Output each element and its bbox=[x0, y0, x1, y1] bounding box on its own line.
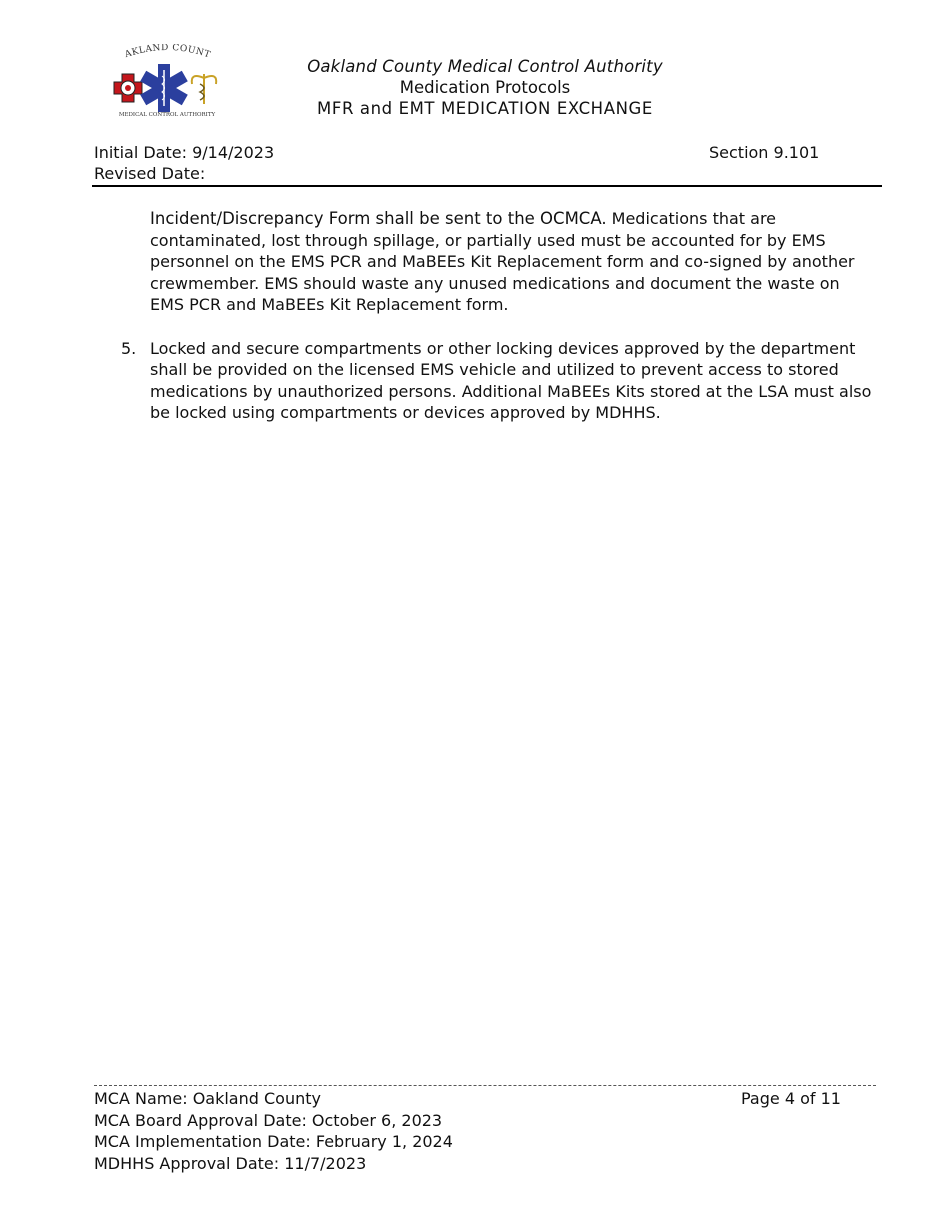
list-item bbox=[121, 338, 881, 423]
mca-name: MCA Name: Oakland County bbox=[94, 1089, 321, 1108]
revised-date: Revised Date: bbox=[94, 164, 206, 183]
oakland-county-mca-logo bbox=[106, 44, 228, 120]
footer-divider bbox=[94, 1085, 876, 1086]
initial-date: Initial Date: 9/14/2023 bbox=[94, 143, 275, 162]
list-item-number: 5. bbox=[121, 339, 137, 358]
section-number: Section 9.101 bbox=[709, 143, 820, 162]
continuation-rest: Medications that are contaminated, lost through spillage, or partially used must be accounted for by EMS personnel on the EMS PCR and MaBEEs Kit Replacement form and co-signed by another crewmember. EMS should waste any unused medications and document the waste on EMS PCR and MaBEEs Kit Replacement form. bbox=[150, 209, 855, 314]
protocol-category: Medication Protocols bbox=[399, 78, 571, 97]
svg-text:MEDICAL CONTROL AUTHORITY: MEDICAL CONTROL AUTHORITY bbox=[118, 112, 216, 118]
document-header bbox=[250, 56, 720, 119]
protocol-title: MFR and EMT MEDICATION EXCHANGE bbox=[317, 99, 653, 118]
mdhhs-approval-date: MDHHS Approval Date: 11/7/2023 bbox=[94, 1154, 367, 1174]
logo-emblem-icon bbox=[106, 44, 228, 120]
date-info bbox=[94, 142, 274, 184]
header-divider bbox=[92, 185, 882, 187]
svg-text:OAKLAND COUNTY: AKLAND COUNT bbox=[123, 44, 212, 61]
organization-name: Oakland County Medical Control Authority bbox=[307, 57, 663, 76]
document-footer bbox=[94, 1088, 453, 1175]
board-approval-date: MCA Board Approval Date: October 6, 2023 bbox=[94, 1110, 443, 1130]
continuation-paragraph bbox=[150, 208, 878, 316]
continuation-lead: Incident/Discrepancy Form shall be sent to the OCMCA. bbox=[150, 209, 607, 228]
page-number: Page 4 of 11 bbox=[741, 1089, 841, 1108]
implementation-date: MCA Implementation Date: February 1, 2024 bbox=[94, 1132, 453, 1152]
list-item-text: Locked and secure compartments or other locking devices approved by the department shall be provided on the licensed EMS vehicle and utilized to prevent access to stored medications by unauthorized persons. Additional MaBEEs Kits stored at the LSA must also be locked using compartments or devices approved by MDHHS. bbox=[150, 339, 872, 422]
